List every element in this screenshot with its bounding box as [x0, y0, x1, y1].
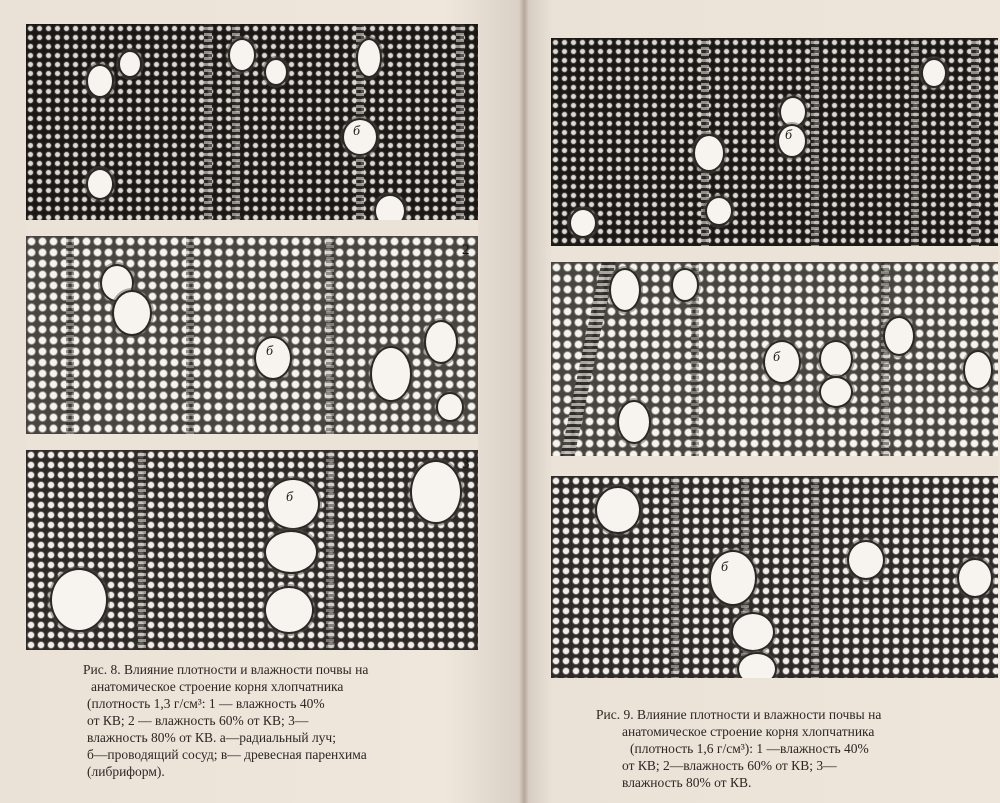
vessel-label: б [353, 124, 361, 139]
figure-8-caption [83, 661, 475, 780]
panel-number: 3 [462, 456, 470, 472]
caption-line: (плотность 1,3 г/см³: 1 — влажность 40% [87, 696, 325, 711]
micrograph-panel-2 [551, 262, 998, 456]
panel-number: 1 [462, 28, 470, 44]
micrograph-panel-1 [26, 24, 478, 220]
caption-line: анатомическое строение корня хлопчатника [622, 724, 875, 739]
caption-line: Рис. 9. Влияние плотности и влажности почвы на [596, 707, 882, 722]
book-gutter [519, 0, 529, 803]
caption-line: влажность 80% от КВ. а—радиальный луч; [87, 730, 336, 745]
micrograph-panel-3 [551, 476, 998, 678]
micrograph-panel-2 [26, 236, 478, 434]
micrograph-panel-3 [26, 450, 478, 650]
caption-line: влажность 80% от КВ. [622, 775, 752, 790]
caption-line: Рис. 8. Влияние плотности и влажности почвы на [83, 662, 369, 677]
vessel-label: б [785, 128, 793, 143]
figure-9-caption [596, 706, 970, 791]
caption-line: от КВ; 2—влажность 60% от КВ; 3— [622, 758, 837, 773]
vessel-label: б [773, 350, 781, 365]
caption-line: б—проводящий сосуд; в— древесная паренхима [87, 747, 367, 762]
caption-line: (плотность 1,6 г/см³): 1 —влажность 40% [630, 741, 869, 756]
micrograph-panel-1 [551, 38, 998, 246]
panel-number: 2 [462, 242, 470, 258]
vessel-label: б [266, 344, 274, 359]
caption-line: анатомическое строение корня хлопчатника [91, 679, 344, 694]
caption-line: от КВ; 2 — влажность 60% от КВ; 3— [87, 713, 309, 728]
vessel-label: б [286, 490, 294, 505]
vessel-label: б [721, 560, 729, 575]
caption-line: (либриформ). [87, 764, 165, 779]
